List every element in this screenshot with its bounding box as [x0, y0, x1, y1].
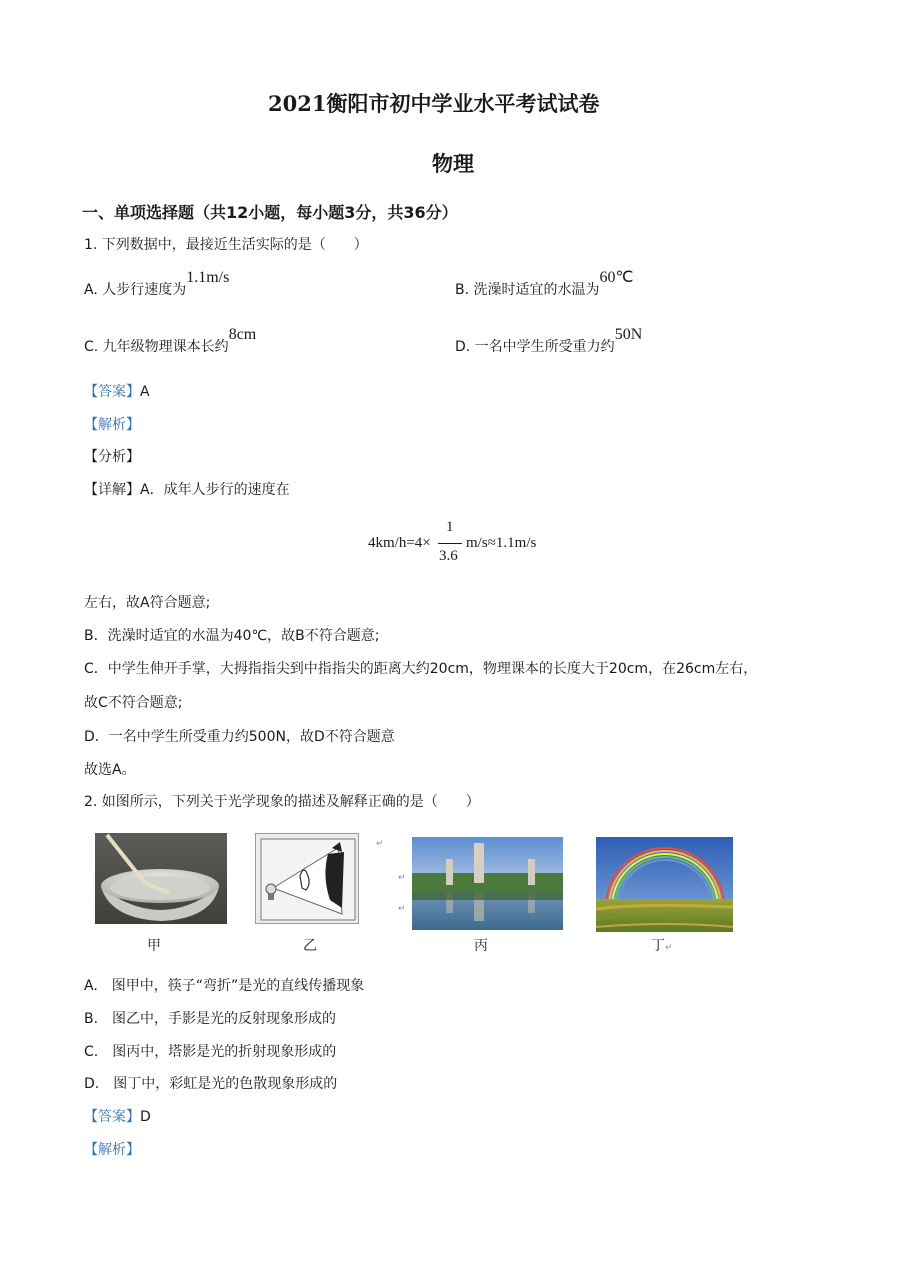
q1-line-5: D．一名中学生所受重力约500N，故D不符合题意	[84, 729, 395, 745]
q1-detail	[84, 479, 290, 499]
q2-answer-label: 【答案】	[84, 1109, 140, 1125]
return-mark-icon: ↵	[376, 839, 384, 849]
formula-denominator: 3.6	[439, 548, 458, 564]
q1-option-b-value: 60℃	[599, 269, 634, 286]
formula-left: 4km/h=4×	[368, 535, 431, 551]
q2-option-c: C. 图丙中，塔影是光的折射现象形成的	[84, 1044, 337, 1060]
q1-option-a-text: A. 人步行速度为	[84, 282, 187, 298]
caption-ding-text: 丁	[651, 938, 665, 954]
figure-yi-shadow-image	[255, 833, 359, 924]
figure-ding-rainbow-image	[596, 837, 733, 932]
caption-ding	[651, 935, 673, 955]
return-mark-icon: ↵	[665, 943, 673, 953]
question-2-stem: 2. 如图所示，下列关于光学现象的描述及解释正确的是（ ）	[84, 794, 480, 810]
page-title: 2021衡阳市初中学业水平考试试卷	[268, 91, 600, 116]
pagoda-lake-illustration	[412, 837, 563, 930]
q1-option-d	[455, 326, 643, 356]
subject-title: 物理	[432, 151, 474, 176]
q1-answer	[84, 381, 150, 401]
q1-option-a	[84, 269, 230, 299]
q1-option-b	[455, 269, 634, 299]
q1-fenxi-label: 【分析】	[84, 449, 140, 465]
q1-option-c-text: C. 九年级物理课本长约	[84, 339, 229, 355]
q1-line-4: 故C不符合题意;	[84, 695, 183, 711]
q1-line-6: 故选A。	[84, 762, 136, 778]
fraction-bar	[438, 543, 462, 544]
rainbow-illustration	[596, 837, 733, 932]
q1-answer-label: 【答案】	[84, 384, 140, 400]
section-heading: 一、单项选择题（共12小题，每小题3分，共36分）	[82, 203, 458, 222]
return-mark-icon: ↵	[398, 873, 406, 883]
q2-option-b: B. 图乙中，手影是光的反射现象形成的	[84, 1011, 337, 1027]
q1-option-d-text: D. 一名中学生所受重力约	[455, 339, 615, 355]
caption-yi: 乙	[303, 938, 317, 954]
caption-jia: 甲	[147, 938, 161, 954]
figure-jia-bowl-image	[95, 833, 227, 924]
figure-bing-pagoda-image	[412, 837, 563, 930]
q1-analysis-label: 【解析】	[84, 417, 140, 433]
q1-option-b-text: B. 洗澡时适宜的水温为	[455, 282, 600, 298]
q2-answer-value: D	[140, 1109, 151, 1125]
q1-option-c	[84, 326, 257, 356]
question-1-stem: 1. 下列数据中，最接近生活实际的是（ ）	[84, 237, 368, 253]
q1-line-1: 左右，故A符合题意;	[84, 595, 211, 611]
formula-right: m/s≈1.1m/s	[466, 535, 537, 551]
q1-option-a-value: 1.1m/s	[186, 269, 230, 286]
q2-answer	[84, 1106, 151, 1126]
bowl-illustration	[95, 833, 227, 924]
return-mark-icon: ↵	[398, 904, 406, 914]
caption-bing: 丙	[474, 938, 488, 954]
q2-option-d: D. 图丁中，彩虹是光的色散现象形成的	[84, 1076, 338, 1092]
q1-line-3: C．中学生伸开手掌，大拇指指尖到中指指尖的距离大约20cm，物理课本的长度大于20cm，在26cm左右，	[84, 661, 758, 677]
hand-shadow-illustration	[256, 834, 359, 924]
formula-numerator: 1	[446, 519, 454, 535]
q1-detail-label: 【详解】	[84, 482, 140, 498]
q1-answer-value: A	[140, 384, 150, 400]
q1-option-d-value: 50N	[614, 326, 643, 343]
q2-option-a: A. 图甲中，筷子“弯折”是光的直线传播现象	[84, 978, 365, 994]
q1-detail-text: A．成年人步行的速度在	[140, 482, 290, 498]
q1-option-c-value: 8cm	[228, 326, 257, 343]
q1-line-2: B．洗澡时适宜的水温为40℃，故B不符合题意;	[84, 628, 380, 644]
q2-analysis-label: 【解析】	[84, 1142, 140, 1158]
